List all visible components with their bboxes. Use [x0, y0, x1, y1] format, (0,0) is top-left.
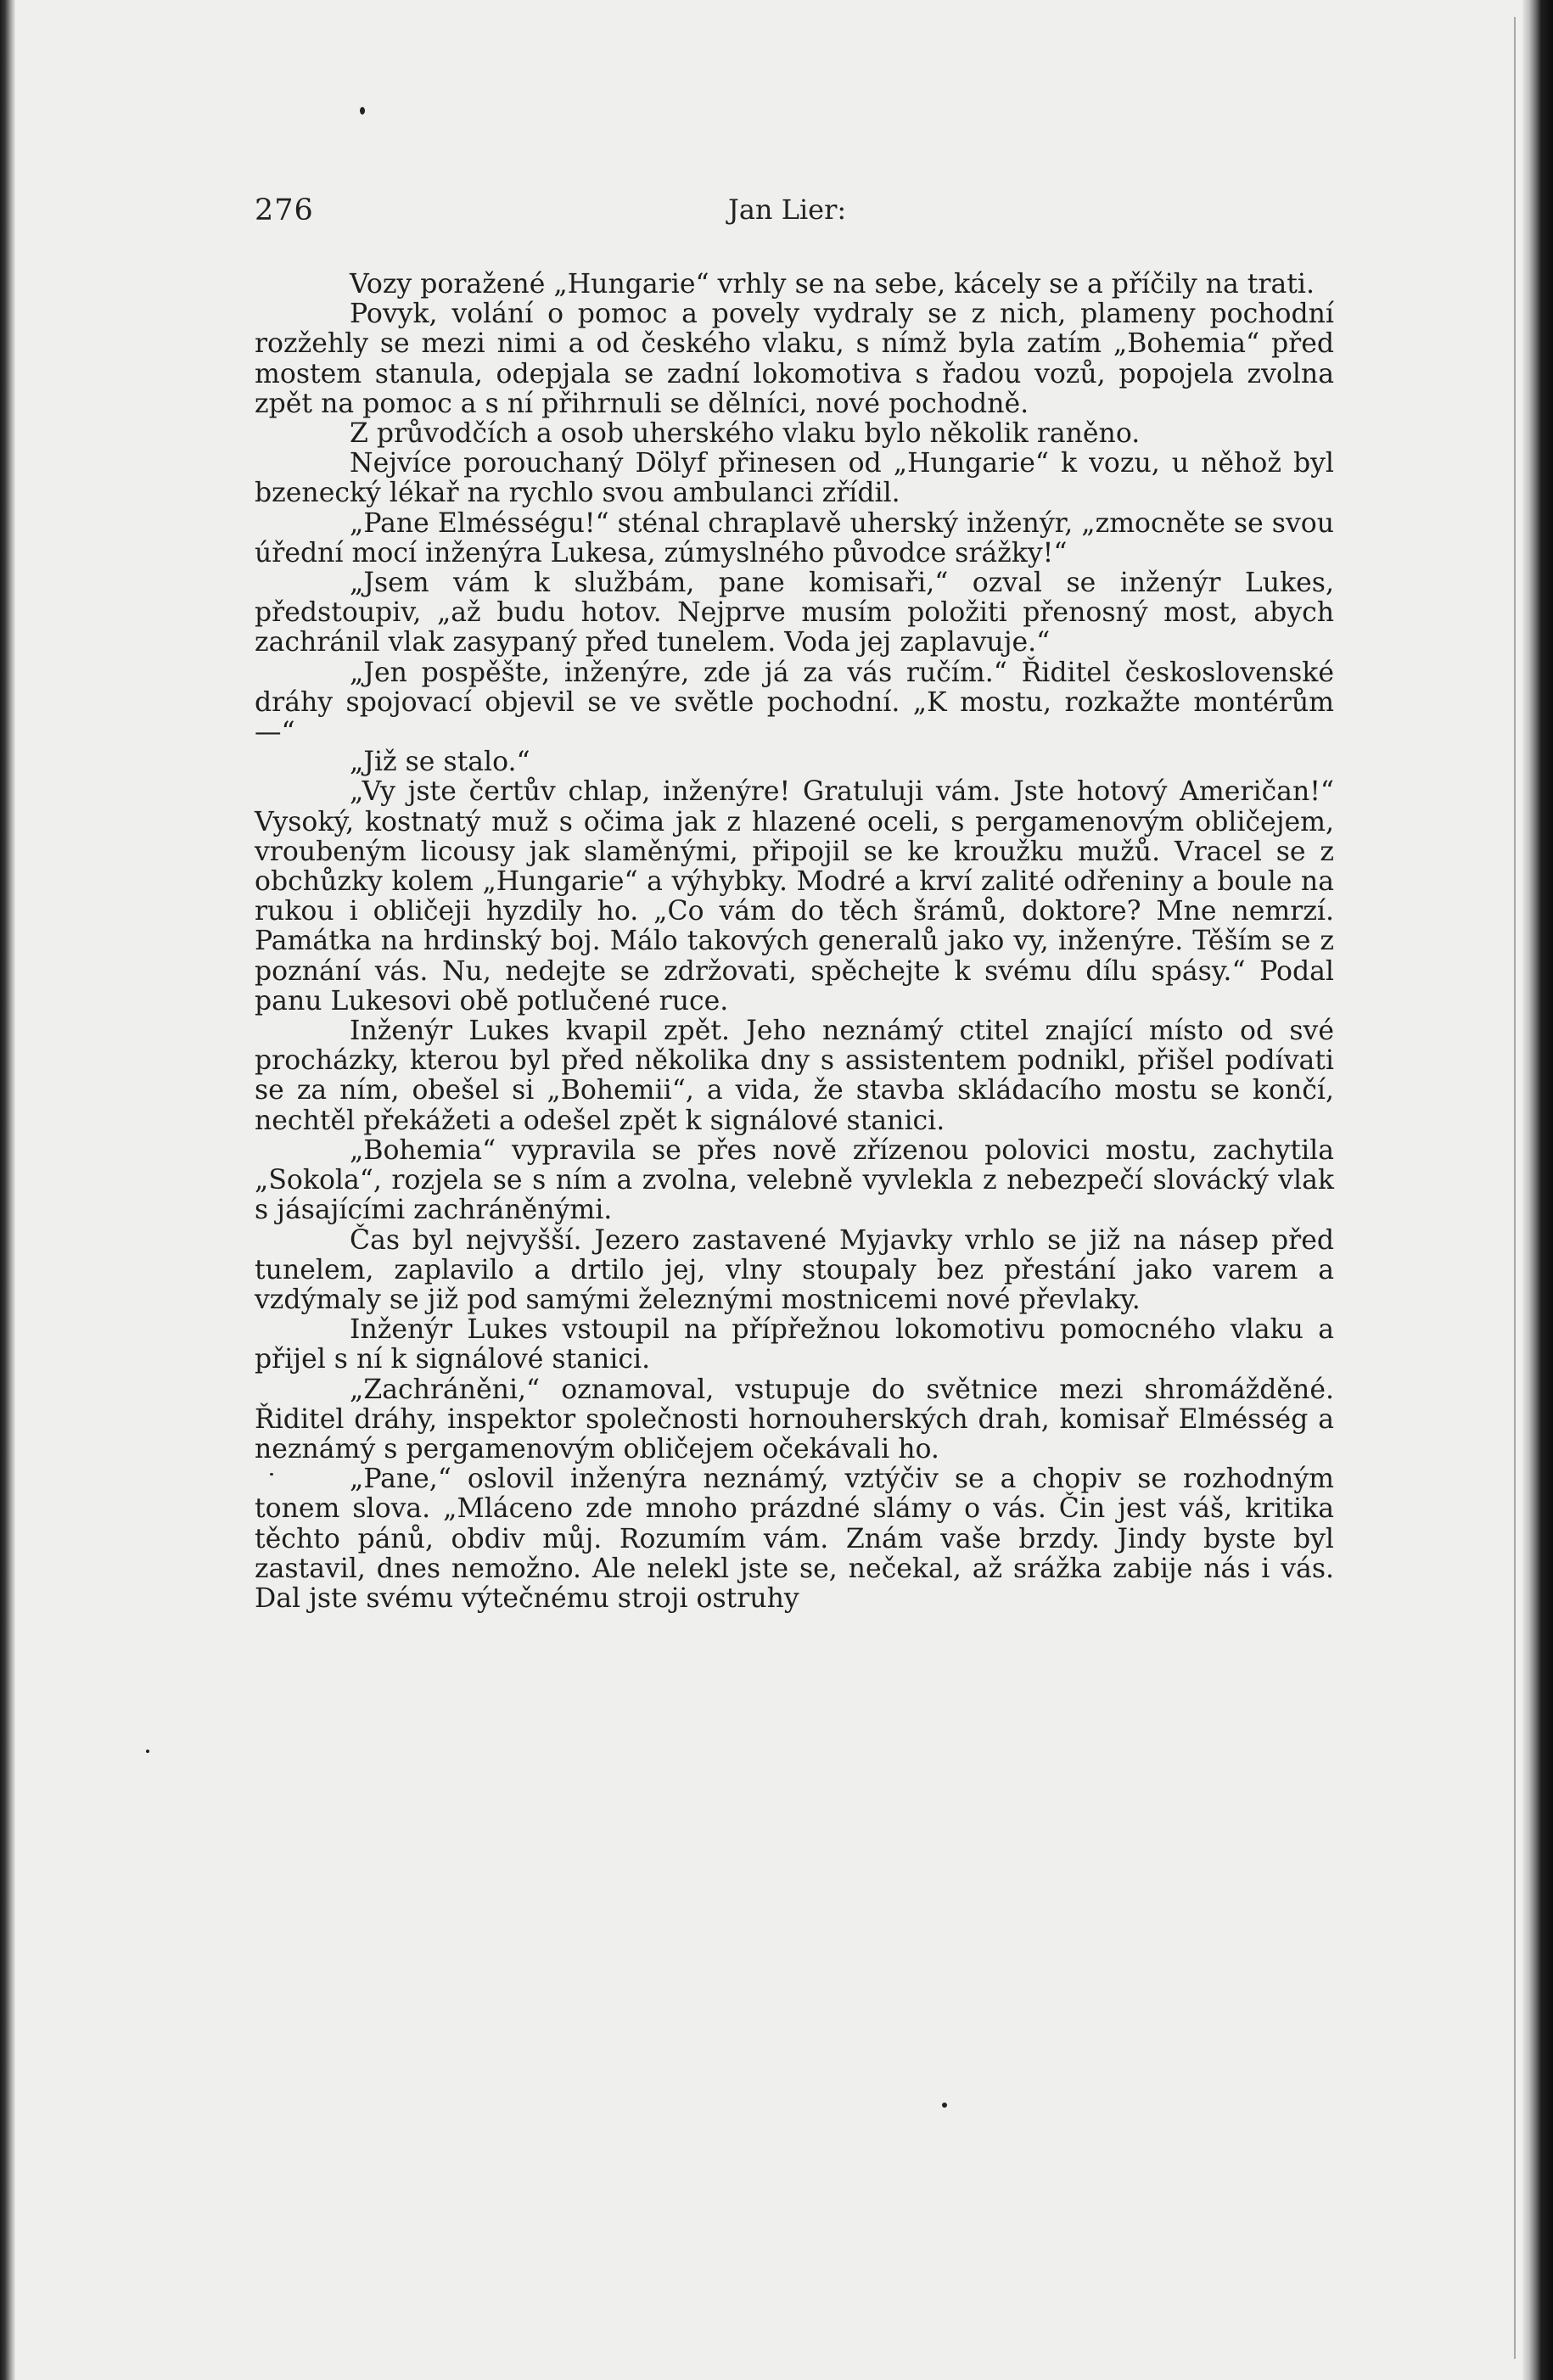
- paragraph: „Pane,“ oslovil inženýra neznámý, vztýčiv se a chopiv se rozhodným tonem slova. „Mláceno zde mnoho prázdné slámy o vás. Čin jest váš, kritika těchto pánů, obdiv můj. Rozumím vám. Znám vaše brzdy. Jindy byste byl zastavil, dnes nemožno. Ale nelekl jste se, nečekal, až srážka zabije nás i vás. Dal jste svému výtečnému stroji ostruhy: [255, 1464, 1334, 1614]
- ink-speck: [360, 107, 365, 115]
- paragraph: Inženýr Lukes vstoupil na přípřežnou lokomotivu pomocného vlaku a přijel s ní k signálové stanici.: [255, 1314, 1334, 1375]
- ink-speck: [942, 2103, 947, 2108]
- page-number: 276: [255, 193, 314, 227]
- paragraph: Čas byl nejvyšší. Jezero zastavené Myjavky vrhlo se již na násep před tunelem, zaplavilo a drtilo jej, vlny stoupaly bez přestání jako varem a vzdýmaly se již pod samými železnými mostnicemi nové převlaky.: [255, 1224, 1334, 1315]
- paragraph: „Již se stalo.“: [350, 747, 530, 778]
- paragraph: Povyk, volání o pomoc a povely vydraly se z nich, plameny pochodní rozžehly se mezi nimi a od českého vlaku, s nímž byla zatím „Bohemia“ před mostem stanula, odepjala se zadní lokomotiva s řadou vozů, popojela zvolna zpět na pomoc a s ní přihrnuli se dělníci, nové pochodně.: [255, 299, 1334, 419]
- running-head: Jan Lier:: [728, 193, 847, 226]
- paragraph: Inženýr Lukes kvapil zpět. Jeho neznámý ctitel znající místo od své procházky, kterou byl před několika dny s assistentem podnikl, přišel podívati se za ním, obešel si „Bohemii“, a vida, že stavba skládacího mostu se končí, nechtěl překážeti a odešel zpět k signálové stanici.: [255, 1016, 1334, 1136]
- book-binding-shadow: [0, 0, 15, 2380]
- page-edge-line: [1514, 17, 1516, 2359]
- paragraph: „Pane Elmésségu!“ sténal chraplavě uherský inženýr, „zmocněte se svou úřední mocí inženýra Lukesa, zúmyslného původce srážky!“: [255, 507, 1334, 568]
- paragraph: Vozy poražené „Hungarie“ vrhly se na sebe, kácely se a příčily na trati.: [350, 269, 1315, 300]
- paragraph: „Jen pospěšte, inženýre, zde já za vás ručím.“ Řiditel československé dráhy spojovací objevil se ve světle pochodní. „K mostu, rozkažte montérům —“: [255, 657, 1334, 748]
- paragraph: „Bohemia“ vypravila se přes nově zřízenou polovici mostu, zachytila „Sokola“, rozjela se s ním a zvolna, velebně vyvlekla z nebezpečí slovácký vlak s jásajícími zachráněnými.: [255, 1134, 1334, 1226]
- paragraph: „Jsem vám k službám, pane komisaři,“ ozval se inženýr Lukes, předstoupiv, „až budu hotov. Nejprve musím položiti přenosný most, abych zachránil vlak zasypaný před tunelem. Voda jej zaplavuje.“: [255, 568, 1334, 658]
- page-edge-shadow: [1522, 0, 1553, 2380]
- paragraph: „Zachráněni,“ oznamoval, vstupuje do světnice mezi shromážděné. Řiditel dráhy, inspektor společnosti hornouherských drah, komisař Elmésség a neznámý s pergamenovým obličejem očekávali ho.: [255, 1374, 1334, 1464]
- paragraph: „Vy jste čertův chlap, inženýre! Gratuluji vám. Jste hotový Američan!“ Vysoký, kostnatý muž s očima jak z hlazené oceli, s pergamenovým obličejem, vroubeným licousy jak slaměnými, připojil se ke kroužku mužů. Vracel se z obchůzky kolem „Hungarie“ a výhybky. Modré a krví zalité odřeniny a boule na rukou i obličeji hyzdily ho. „Co vám do těch šrámů, doktore? Mne nemrzí. Památka na hrdinský boj. Málo takových generalů jako vy, inženýre. Těším se z poznání vás. Nu, nedejte se zdržovati, spěchejte k svému dílu spásy.“ Podal panu Lukesovi obě potlučené ruce.: [255, 776, 1334, 1016]
- paragraph: Nejvíce porouchaný Dölyf přinesen od „Hungarie“ k vozu, u něhož byl bzenecký lékař na rychlo svou ambulanci zřídil.: [255, 448, 1334, 509]
- paragraph: Z průvodčích a osob uherského vlaku bylo několik raněno.: [350, 418, 1141, 450]
- ink-speck: [146, 1750, 149, 1753]
- page-header: [255, 193, 1341, 236]
- body-text: [255, 270, 1334, 1614]
